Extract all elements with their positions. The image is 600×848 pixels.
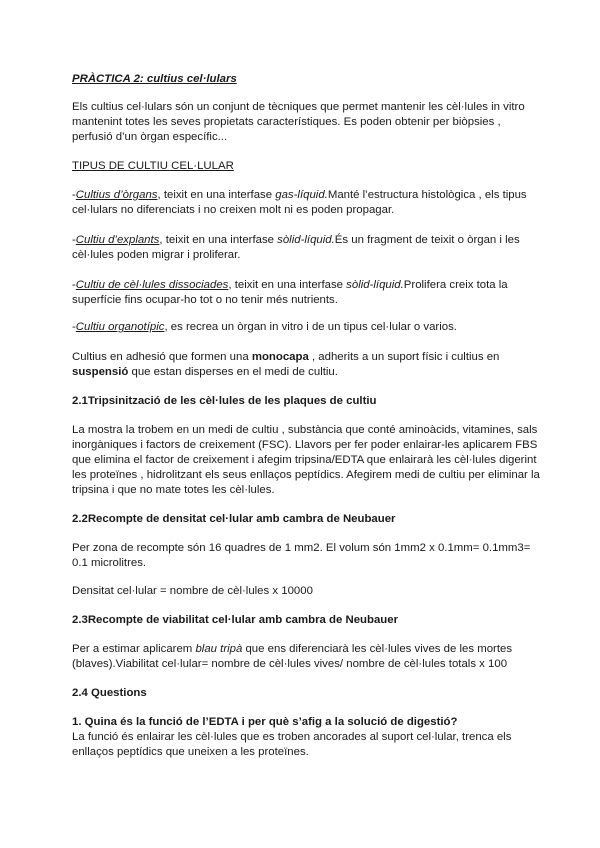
intro-paragraph: Els cultius cel·lulars són un conjunt de tècniques que permet mantenir les cèl·lules in vitro mantenint totes les seves propietats característiques. Es poden obtenir per biòpsies , perfusió d’un òrgan específic... [72, 101, 525, 143]
section-2-3-text: Per a estimar aplicarem blau tripà que ens diferenciarà les cèl·lules vives de les mortes (blaves).Viabilitat cel·lular= nombre de cèl·lules vives/ nombre de cèl·lules totals x 100 [72, 643, 513, 670]
page-title: PRÀCTICA 2: cultius cel·lulars [72, 73, 237, 85]
type-name: Cultiu d’explants [75, 234, 160, 246]
section-2-3-heading: 2.3Recompte de viabilitat cel·lular amb cambra de Neubauer [72, 614, 399, 626]
section-2-2-heading: 2.2Recompte de densitat cel·lular amb cambra de Neubauer [72, 513, 396, 525]
section-2-4-heading: 2.4 Questions [72, 687, 147, 699]
section-2-1-text: La mostra la trobem en un medi de cultiu , substància que conté aminoàcids, vitamines, sals inorgàniques i factors de creixement (FSC). Llavors per fer poder enlairar-les aplicarem FBS que elimina el factor de creixement i afegim tripsina/EDTA que enlairarà les cèl·lules digerint les proteïnes , hidrolitzant els seus enllaços peptídics. Afegirem medi de cultiu per eliminar la tripsina i que no mate totes les cèl·lules. [72, 424, 540, 496]
type-item-organs: -Cultius d’òrgans, teixit en una interfase gas-líquid.Manté l’estructura histològica , els tipus cel·lulars no diferenciats i no creixen molt ni es poden propagar. [72, 189, 527, 216]
type-name: Cultiu organotípic [75, 321, 165, 333]
section-2-1-heading: 2.1Tripsinització de les cèl·lules de les plaques de cultiu [72, 395, 377, 407]
type-item-explants: -Cultiu d’explants, teixit en una interfase sòlid-líquid.És un fragment de teixit o òrgan i les cèl·lules poden migrar i proliferar. [72, 234, 520, 261]
answer-1: La funció és enlairar les cèl·lules que es troben ancorades al suport cel·lular, trenca els enllaços peptídics que uneixen a les proteïnes. [72, 731, 512, 758]
question-1: 1. Quina és la funció de l’EDTA i per què s’afig a la solució de digestió? [72, 716, 458, 728]
types-heading: TIPUS DE CULTIU CEL·LULAR [72, 160, 234, 172]
type-name: Cultiu de cèl·lules dissociades [75, 279, 229, 291]
type-name: Cultius d’òrgans [75, 189, 158, 201]
type-item-dissociated: -Cultiu de cèl·lules dissociades, teixit en una interfase sòlid-líquid.Prolifera creix tota la superfície fins ocupar-ho tot o no tenir més nutrients. [72, 279, 508, 306]
section-2-2-text: Per zona de recompte són 16 quadres de 1 mm2. El volum són 1mm2 x 0.1mm= 0.1mm3= 0.1 microlitres. [72, 542, 531, 569]
density-formula: Densitat cel·lular = nombre de cèl·lules x 10000 [72, 585, 313, 597]
adhesion-paragraph: Cultius en adhesió que formen una monocapa , adherits a un suport físic i cultius en suspensió que estan disperses en el medi de cultiu. [72, 351, 500, 378]
type-item-organotypic: -Cultiu organotípic, es recrea un òrgan in vitro i de un tipus cel·lular o varios. [72, 321, 457, 333]
